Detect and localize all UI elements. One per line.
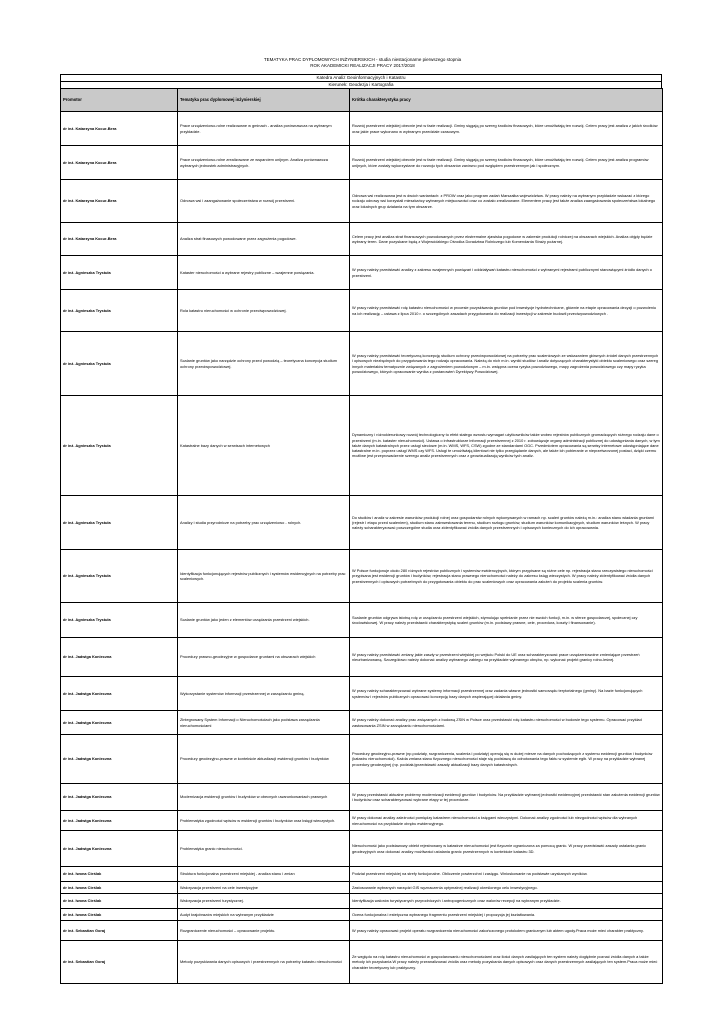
promotor-cell: dr inż. Katarzyna Kocur-Bera bbox=[61, 146, 178, 180]
topic-cell: Modernizacja ewidencji gruntów i budynków w obecnych uwarunkowaniach prawnych bbox=[178, 784, 350, 811]
table-row bbox=[61, 496, 663, 550]
table-row bbox=[61, 831, 663, 867]
topic-cell: Rozgraniczenie nieruchomości – opracowanie projektu. bbox=[178, 921, 350, 941]
description-cell: W pracy należy przedstawić zmiany jakie zaszły w przestrzeni wiejskiej po wejściu Polski do UE oraz scharakteryzować prace urządzeniowolne zmieniające przestrzeń nieurbanizowaną. Szczegółowo należy dokonać analizy wybranego zabiegu na przykładzie wybranego obrębu, np. wykonać projekt granicy rolno-leśnej. bbox=[350, 638, 663, 677]
topic-cell: Wykorzystanie systemów informacji przestrzennej w zarządzaniu gminą. bbox=[178, 677, 350, 711]
promotor-cell: dr inż. Jadwiga Konieczna bbox=[61, 784, 178, 811]
description-cell: Rozwój przestrzeni wiejskiej obecnie jest w fazie realizacji. Gminy sięgają po szereg środków finasowych, które umożliwiają ten rozwój. Celem pracy jest analiza z jakich środków oraz jakie prace wykonano w wybranym przedziale czasowym. bbox=[350, 112, 663, 146]
topic-cell: Zintegrowany System Informacji o Nieruchomościach jako podstawa zarządzania nieruchomościami bbox=[178, 711, 350, 735]
table-row bbox=[61, 180, 663, 223]
topic-cell: Kataster nieruchomości a wybrane rejestry publiczne – wzajemne powiązania. bbox=[178, 256, 350, 290]
table-row bbox=[61, 146, 663, 180]
description-cell: W Polsce funkcjonuje około 280 różnych rejestrów publicznych i systemów ewidencyjnych, którym przypisane są różne cele np. rejestracja stanu rzeczywistego nieruchomości przypisana jest ewidencji gruntów i budynków, rejestracja stanu prawnego nieruchomości należy do zakresu ksiąg wieczystych. W pracy należy zidentyfikować źródła danych przestrzennych i opisowych potrzebnych do przygotowania obiektu do prac scaleniowych oraz opracowania założeń do projektu scalenia gruntów. bbox=[350, 550, 663, 603]
description-cell: Ze względu na rolę katastru nieruchomości w gospodarowaniu nieruchomościami oraz ilości danych zasilających ten system należy dogłębnie poznać źródła danych a także metody ich pozyskania.W pracy należy przeanalizować źródła oraz metody pozyskania danych opisowych oraz danych przestrzennych zasilających ten system.Praca może mieć charakter teoretyczny lub praktyczny. bbox=[350, 941, 663, 984]
table-row bbox=[61, 882, 663, 894]
description-cell: W pracy należy przedstawić analizy z zakresu wzajemnych powiązań i oddziaływań katastru nieruchomości z wybranymi rejestrami publicznymi stanowiącymi źródło danych o przestrzeni. bbox=[350, 256, 663, 290]
thesis-topics-sheet bbox=[60, 74, 662, 984]
table-row bbox=[61, 256, 663, 290]
table-row bbox=[61, 867, 663, 882]
topic-cell: Analiza strat finasowych powodowane przez zagrożenia pogodowe. bbox=[178, 223, 350, 256]
table-row bbox=[61, 921, 663, 941]
column-header-topic: Tematyka prac dyplomowej inżynierskiej bbox=[178, 89, 350, 112]
promotor-cell: dr inż. Jadwiga Konieczna bbox=[61, 677, 178, 711]
table-row bbox=[61, 735, 663, 784]
description-cell: Scalanie gruntów odgrywa istotną rolę w urządzaniu przestrzeni wiejskich, stymulując spełnianie przez nie swoich funkcji, m.in. w sferze gospodarczej, społecznej czy środowiskowej. W pracy należy przedstawić charakterystykę scaleń gruntów (m.in. podstawy prawne, cele, procedura, koszty i finansowanie). bbox=[350, 603, 663, 638]
description-cell: Odnowa wsi realizowana jest w dwóch wariantach: z PROW oraz jako program zadań Marszałka województwa. W pracy należy na wybranym przykładzie wskazać z którego rodzaju odnowy wsi korzystali mieszkańcy wybranych miejscowości oraz co zostało zrealizowane. Elementem pracy jest także analiza zaangażowania społeczeństwa lokalnego oraz lokalnych grup działania na tym obszarze. bbox=[350, 180, 663, 223]
topic-cell: Rola katastru nieruchomości w ochronie przeciwpowodziowej. bbox=[178, 290, 350, 332]
promotor-cell: dr inż. Jadwiga Konieczna bbox=[61, 638, 178, 677]
table-row bbox=[61, 396, 663, 496]
promotor-cell: dr inż. Agnieszka Trystuła bbox=[61, 256, 178, 290]
table-row bbox=[61, 638, 663, 677]
promotor-cell: dr inż. Katarzyna Kocur-Bera bbox=[61, 112, 178, 146]
topic-cell: Problematyka granic nieruchomości. bbox=[178, 831, 350, 867]
direction-band: Kierunek: Geodezja i Kartografia bbox=[60, 81, 662, 88]
topic-cell: Procedury geodezyjno-prawne w kontekście aktualizacji ewidencji gruntów i budynków bbox=[178, 735, 350, 784]
topic-cell: Scalanie gruntów jako narzędzie ochrony przed powodzią – teoretyczna koncepcja studium ochrony przeciwpowodziowej. bbox=[178, 332, 350, 396]
topic-cell: Analizy i studia przyrodnicze na potrzeby prac urządzeniowo - rolnych. bbox=[178, 496, 350, 550]
description-cell: Procedury geodezyjno-prawne (np.podziały, rozgraniczenia, scalenia i podziały) operują się w dużej mierze na danych pochodzących z systemu ewidencji gruntów i budynków (katastru nieruchomości). Każda zmiana stanu fizycznego nieruchomości staje się podstawą do odnotowania tego faktu w systemie egib. W pracy na przykładzie wybranej procedury geodezyjnej (np. podziału)przedstawić zasady aktualizacji bazy danych katastralnych. bbox=[350, 735, 663, 784]
description-cell: Do studiów i analiz w zakresie warunków produkcji rolnej oraz gospodarstw rolnych wykonywanych w ramach np. scaleń gruntów należą m.in.: analiza stanu władania gruntami (rejestr I etapu przed scaleniem), studium stanu zainwestowania terenu, studium rozłogu gruntów, studium warunków komunikacyjnych, studium warunków leśnych. W pracy należy scharakteryzować poszczególne studia oraz zidentyfikować źródła danych przestrzennych i opisowych koniecznych do ich opracowania. bbox=[350, 496, 663, 550]
promotor-cell: dr inż. Sebastian Goraj bbox=[61, 921, 178, 941]
promotor-cell: dr inż. Iwona Cieślak bbox=[61, 867, 178, 882]
description-cell: Ocena funkcjonalna i estetyczna wybranego fragmentu przestrzeni miejskiej i propozycja jej kształtowania. bbox=[350, 909, 663, 921]
table-row bbox=[61, 112, 663, 146]
table-row bbox=[61, 941, 663, 984]
promotor-cell: dr inż. Iwona Cieślak bbox=[61, 882, 178, 894]
promotor-cell: dr inż. Iwona Cieślak bbox=[61, 894, 178, 909]
topic-cell: Metody pozyskiwania danych opisowych i przestrzennych na potrzeby katastru nieruchomości bbox=[178, 941, 350, 984]
promotor-cell: dr inż. Agnieszka Trystuła bbox=[61, 396, 178, 496]
promotor-cell: dr inż. Iwona Cieślak bbox=[61, 909, 178, 921]
table-row bbox=[61, 784, 663, 811]
description-cell: Identyfikacja walorów turystycznych przyrodniczych i antropogenicznych oraz walorów recepcji na wybranym przykładzie. bbox=[350, 894, 663, 909]
table-row bbox=[61, 909, 663, 921]
description-cell: W pracy dokonać analizy zależności pomiędzy katastrem nieruchomości a księgami wieczystymi. Dokonać analizy zgodności lub niezgodności wpisów dla wybranych nieruchomości na przykładzie obrębu ewidencyjnego. bbox=[350, 811, 663, 831]
department-band: Katedra Analiz Geoinformacyjnych i Katastru bbox=[60, 74, 662, 81]
promotor-cell: dr inż. Agnieszka Trystuła bbox=[61, 496, 178, 550]
description-cell: Podział przestrzeni miejskiej na strefy funkcjonalne. Obliczenie powierzchni i zasięgu. Wnioskowanie na podstawie uzyskanych wyników. bbox=[350, 867, 663, 882]
topic-cell: Scalanie gruntów jako jeden z elementów urządzania przestrzeni wiejskich. bbox=[178, 603, 350, 638]
description-cell: Dynamiczny i różnokierunkowy rozwój technologiczny to efekt stałego wzrostu wymagań użytkowników także wobec rejestrów publicznych gromadzących różnego rodzaju dane o przestrzeni (m.in. kataster nieruchomości). Ustawa o infrastrukturze informacji przestrzennej z 2010 r. zobowiązuje organy administracji publicznej do udostępniania danych, w tym także danych katastralnych przez usługi sieciowe (m.in. WMS, WFS, CSW) zgodne ze standardami OGC. Przedmiotem opracowania są serwisy internetowe udostępniające dane katastralne m.in. poprzez usługi WMS czy WFS. Usługi te umożliwiają klientowi nie tylko przeglądanie danych, ale także ich pobieranie w nieprzetworzonej postaci, dzięki czemu możliwe jest przeprowadzenie szeregu analiz przestrzennych oraz z geowizualizacją wyników tych analiz. bbox=[350, 396, 663, 496]
description-cell: W pracy należy dokonać analizy prac związanych z budową ZSIN w Polsce oraz przedstawić rolę katastru nieruchomości w budowie tego systemu. Opracować przykład zastosowania ZSIN w zarządzaniu nieruchomościami. bbox=[350, 711, 663, 735]
promotor-cell: dr inż. Jadwiga Konieczna bbox=[61, 811, 178, 831]
promotor-cell: dr inż. Agnieszka Trystuła bbox=[61, 603, 178, 638]
column-header-promotor: Promotor bbox=[61, 89, 178, 112]
promotor-cell: dr inż. Agnieszka Trystuła bbox=[61, 290, 178, 332]
table-row bbox=[61, 332, 663, 396]
description-cell: Zastosowanie wybranych narzędzi GIS wyznaczenia optymalnej realizacji określonego celu inwestycyjnego. bbox=[350, 882, 663, 894]
description-cell: Celem pracy jest analiza strat finansowych powodowanych przez ekstremalne zjawiska pogodowe w zakresie produkcji rolniczej na obszarach wiejskich. Analiza objęty będzie wybrany teren. Dane pozyskane będą z Wojewódzkiego Ośrodka Doradztwa Rolniczego lub Komendanta Straży pożarnej. bbox=[350, 223, 663, 256]
topic-cell: Katastralne bazy danych w serwisach internetowych bbox=[178, 396, 350, 496]
promotor-cell: dr inż. Katarzyna Kocur-Bera bbox=[61, 180, 178, 223]
promotor-cell: dr inż. Jadwiga Konieczna bbox=[61, 735, 178, 784]
promotor-cell: dr inż. Jadwiga Konieczna bbox=[61, 831, 178, 867]
document-title: TEMATYKA PRAC DYPLOMOWYCH INŻYNIERSKICH - studia niestacjonarne pierwszego stopnia bbox=[263, 57, 462, 62]
promotor-cell: dr inż. Katarzyna Kocur-Bera bbox=[61, 223, 178, 256]
topic-cell: Problematyka zgodności wpisów w ewidencji gruntów i budynków oraz księgi wieczystych. bbox=[178, 811, 350, 831]
topics-table bbox=[60, 88, 663, 984]
description-cell: W pracy przedstawić aktualne problemy modernizacji ewidencji gruntów i budynków. Na przykładzie wybranej jednostki ewidencyjnej przedstawić stan założenia ewidencji gruntów i budynków oraz scharakteryzować wybrane etapy w tej procedurze. bbox=[350, 784, 663, 811]
topic-cell: Waloryzacja przestrzeni na cele inwestycyjne bbox=[178, 882, 350, 894]
topic-cell: Procedury prawno-geodezyjne w gospodarce gruntami na obszarach wiejskich bbox=[178, 638, 350, 677]
topic-cell: Waloryzacja przestrzeni turystycznej. bbox=[178, 894, 350, 909]
table-row bbox=[61, 290, 663, 332]
description-cell: W pracy należy przedstawić rolę katastru nieruchomości w procesie pozyskiwania gruntów pod inwestycje hydrotechniczne, głównie na etapie opracowania decyzji o pozwoleniu na ich realizację – ustawa z lipca 2010 r. o szczególnych zasadach przygotowania do realizacji inwestycji w zakresie budowli przeciwpowodziowych . bbox=[350, 290, 663, 332]
table-row bbox=[61, 711, 663, 735]
description-cell: W pracy należy scharakteryzować wybrane systemy informacji przestrzennej oraz zadania własne jednostki samorządu terytorialnego (gminy). Na bazie funkcjonujących systemów i rejestrów publicznych opracować koncepcję bazy danych wspierającej działania gminy. bbox=[350, 677, 663, 711]
table-row bbox=[61, 677, 663, 711]
promotor-cell: dr inż. Sebastian Goraj bbox=[61, 941, 178, 984]
description-cell: W pracy należy opracować projekt operatu rozgraniczenia nieruchomości zakończonego protokołem granicznym lub aktem ugody.Praca może mieć charakter praktyczny. bbox=[350, 921, 663, 941]
topic-cell: Identyfikacja funkcjonujących rejestrów publicznych i systemów ewidencyjnych na potrzeby prac scaleniowych. bbox=[178, 550, 350, 603]
academic-year: ROK AKADEMICKI REALIZACJI PRACY 2017/2018 bbox=[310, 63, 415, 68]
table-row bbox=[61, 603, 663, 638]
description-cell: Rozwój przestrzeni wiejskiej obecnie jest w fazie realizacji. Gminy sięgają po szereg środków finasowych, które umożliwiają ten rozwój. Celem pracy jest analiza programów unijnych, które zostały wykorzystane do rozwoju tych obszarów zarówno pod względem przestrzennym jak i społecznym. bbox=[350, 146, 663, 180]
promotor-cell: dr inż. Agnieszka Trystuła bbox=[61, 550, 178, 603]
description-cell: W pracy należy przedstawić teoretyczną koncepcję studium ochrony przeciwpowodziowej na potrzeby prac scaleniowych ze wskazaniem głównych źródeł danych przestrzennych i opisowych niezbędnych do przygotowania tego rodzaju opracowania. Należą do nich m.in. wyniki studiów i analiz dotyczących charakterystyki obiektu scaleniowego oraz szereg innych materiałów tematycznie związanych z zagrożeniem powodziowym – m.in. wstępna ocena ryzyka powodziowego, mapy zagrożenia powodziowego czy mapy ryzyka powodziowego, których opracowanie wynika z postanowień Dyrektywy Powodziowej. bbox=[350, 332, 663, 396]
promotor-cell: dr inż. Agnieszka Trystuła bbox=[61, 332, 178, 396]
topic-cell: Prace urządzeniowo-rolne realizowane w gminach - analiza porównawcza na wybranym przykładzie. bbox=[178, 112, 350, 146]
promotor-cell: dr inż. Jadwiga Konieczna bbox=[61, 711, 178, 735]
topic-cell: Struktura funkcjonalna przestrzeni miejskiej - analiza stanu i zmian bbox=[178, 867, 350, 882]
table-row bbox=[61, 223, 663, 256]
table-row bbox=[61, 550, 663, 603]
header-row bbox=[61, 89, 663, 112]
topic-cell: Prace urządzeniowo-rolne zrealizowane ze wsparciem unijnym. Analiza porównawcza wybranych jednostek administracyjnych. bbox=[178, 146, 350, 180]
document-header bbox=[0, 57, 725, 69]
table-row bbox=[61, 811, 663, 831]
topic-cell: Audyt krajobrazów miejskich na wybranym przykładzie bbox=[178, 909, 350, 921]
table-row bbox=[61, 894, 663, 909]
column-header-description: Krótka charakterystyka pracy bbox=[350, 89, 663, 112]
description-cell: Nieruchomość jako podstawowy obiekt rejestrowany w katastrze nieruchomości jest fizycznie ograniczona za pomocą granic. W pracy przedstawić zasady ustalania granic geodezyjnych oraz dokonać analizy możliwości ustalania granic przestrzennych w kontekście katastru 3D. bbox=[350, 831, 663, 867]
topic-cell: Odnowa wsi i zaangażowanie społeczeństwa w rozwój przestrzeni. bbox=[178, 180, 350, 223]
